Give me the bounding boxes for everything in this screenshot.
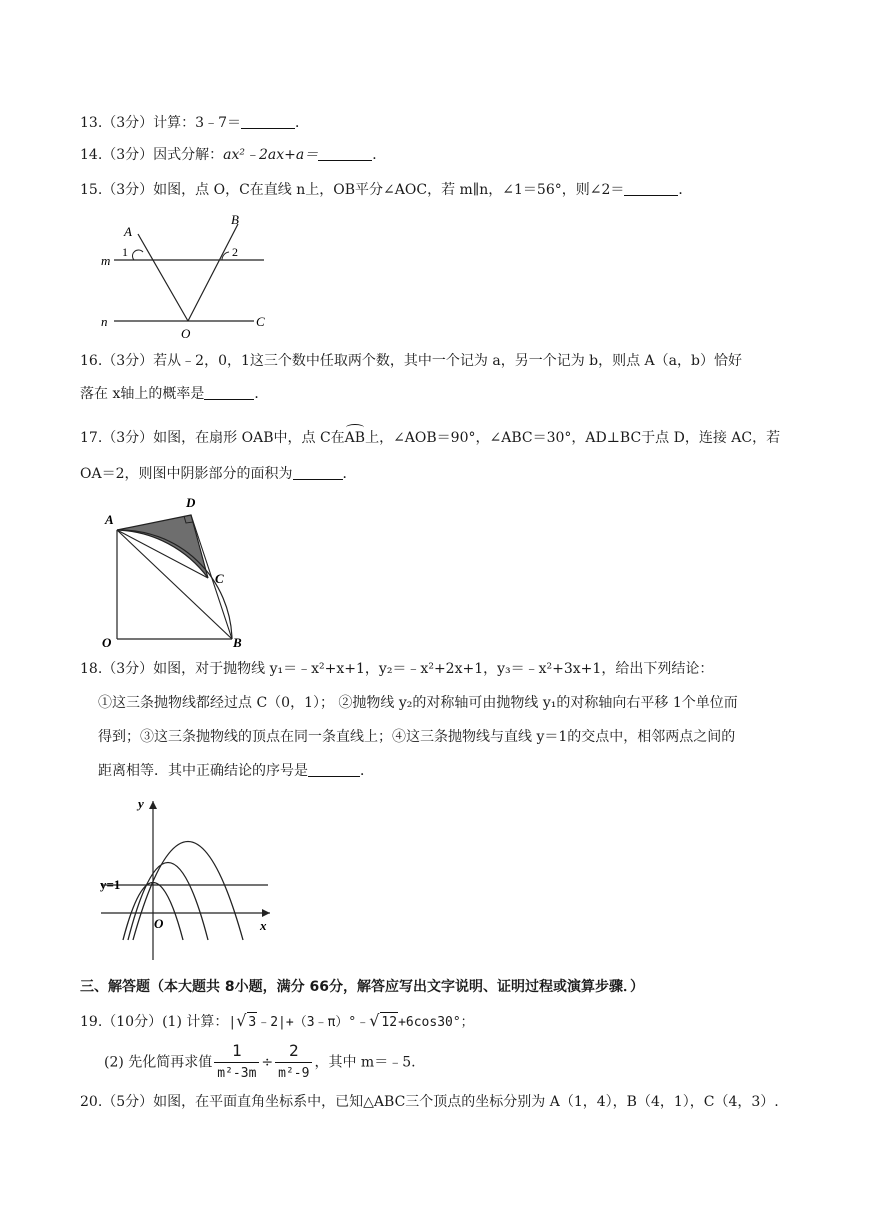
question-18-text-2: ①这三条抛物线都经过点 C（0，1）； ②抛物线 y₂的对称轴可由抛物线 y₁的对称轴向右平移 1个单位而: [98, 695, 738, 711]
question-18-line-2: [98, 693, 738, 713]
parabola-y3: [133, 842, 243, 941]
radicand-12: 12: [380, 1012, 398, 1033]
question-18-line-4: 距离相等．其中正确结论的序号是 ．: [98, 763, 374, 779]
question-20-text: 20.（5分）如图，在平面直角坐标系中，已知△ABC三个顶点的坐标分别为 A（1，4），B（4，1），C（4，3）.: [80, 1094, 779, 1110]
fraction-1-denominator: m²-3m: [217, 1066, 257, 1081]
label-O: O: [102, 635, 112, 650]
radicand-3: 3: [247, 1012, 257, 1033]
question-14: 14.（3分）因式分解：ax²﹣2ax+a＝ ．: [80, 147, 387, 163]
question-16-line-2: 落在 x轴上的概率是 ．: [80, 386, 269, 402]
label-C: C: [215, 571, 224, 586]
figure-17-sector: [100, 492, 260, 650]
question-19-part-2-prefix: (2) 先化简再求值: [104, 1054, 213, 1071]
question-19-part-2: [104, 1040, 416, 1085]
question-18-line-1: [80, 659, 713, 679]
question-19-part-2-suffix: ，其中 m＝﹣5.: [314, 1054, 416, 1071]
fraction-2: [275, 1040, 312, 1085]
fraction-1-numerator: 1: [214, 1040, 259, 1063]
label-B: B: [233, 635, 242, 650]
question-17-line-1: [80, 428, 780, 448]
question-18-text-4: 距离相等．其中正确结论的序号是: [98, 763, 308, 779]
question-13-text: 13.（3分）计算：3﹣7＝: [80, 115, 241, 131]
question-19-middle: ﹣2|+（3﹣π）°﹣: [257, 1015, 370, 1030]
question-14-prefix: 14.（3分）因式分解：: [80, 147, 224, 163]
label-C: C: [256, 314, 265, 329]
answer-blank: [241, 114, 295, 129]
question-18-text-3: 得到；③这三条抛物线的顶点在同一条直线上；④这三条抛物线与直线 y＝1的交点中，相邻两点之间的: [98, 729, 736, 745]
fraction-2-numerator: 2: [275, 1040, 312, 1063]
label-angle-2: 2: [232, 245, 238, 259]
answer-blank: [293, 465, 343, 480]
question-20: [80, 1092, 779, 1112]
fraction-1: [214, 1040, 259, 1085]
fraction-2-denominator: m²-9: [278, 1066, 310, 1081]
answer-blank: [624, 181, 678, 196]
answer-blank: [318, 146, 372, 161]
label-O: O: [181, 326, 191, 340]
question-13: 13.（3分）计算：3﹣7＝ ．: [80, 115, 309, 131]
answer-blank: [308, 762, 360, 777]
label-y-equals-1: y=1: [100, 877, 121, 892]
label-B: B: [231, 212, 239, 227]
question-17-text-2: OA＝2，则图中阴影部分的面积为: [80, 466, 293, 482]
label-A: A: [124, 224, 132, 239]
question-16-text-2: 落在 x轴上的概率是: [80, 386, 205, 402]
y-axis-arrow: [149, 801, 157, 809]
arc-AB: AB: [344, 430, 366, 446]
label-m: m: [101, 253, 111, 268]
ray-OA: [138, 234, 188, 321]
label-O: O: [154, 916, 164, 931]
label-n: n: [101, 314, 108, 329]
ray-OB: [188, 224, 238, 321]
question-15: 15.（3分）如图，点 O，C在直线 n上，OB平分∠AOC，若 m∥n，∠1＝56°，则∠2＝ ．: [80, 182, 693, 198]
question-15-text: 15.（3分）如图，点 O，C在直线 n上，OB平分∠AOC，若 m∥n，∠1＝56°，则∠2＝: [80, 182, 625, 198]
question-16-line-1: [80, 351, 742, 371]
angle-1-arc: [132, 250, 143, 260]
answer-blank: [204, 385, 254, 400]
question-14-expression: ax²﹣2ax+a＝: [223, 147, 319, 163]
question-18-line-3: [98, 727, 735, 747]
x-axis-arrow: [262, 909, 270, 917]
section-3-title: 三、解答题（本大题共 8小题，满分 66分，解答应写出文字说明、证明过程或演算步骤．）: [80, 979, 644, 995]
parabola-y2: [128, 863, 208, 941]
division-sign: ÷: [261, 1054, 274, 1071]
figure-18-parabolas: [98, 795, 283, 965]
label-x: x: [260, 918, 267, 933]
question-17-line-2: OA＝2，则图中阴影部分的面积为 ．: [80, 466, 357, 482]
line-BD: [191, 515, 232, 639]
label-D: D: [186, 495, 196, 510]
label-y: y: [138, 796, 144, 811]
abs-open: |: [228, 1015, 237, 1030]
question-17-post: 上，∠AOB＝90°，∠ABC＝30°，AD⊥BC于点 D，连接 AC，若: [365, 430, 781, 446]
figure-15-parallel-lines: [96, 208, 286, 340]
label-A: A: [105, 512, 114, 527]
question-16-text-1: 16.（3分）若从﹣2，0，1这三个数中任取两个数，其中一个记为 a，另一个记为 b，则点 A（a，b）恰好: [80, 353, 742, 369]
section-3-heading: [80, 977, 644, 997]
question-17-pre: 17.（3分）如图，在扇形 OAB中，点 C在: [80, 430, 345, 446]
question-19-part-1: 19.（10分）(1) 计算：|√ 3﹣2|+（3﹣π）°﹣√ 12+6cos30°；: [80, 1011, 474, 1033]
label-angle-1: 1: [122, 245, 128, 259]
question-19-tail: +6cos30°；: [398, 1015, 474, 1030]
question-18-text-1: 18.（3分）如图，对于抛物线 y₁＝﹣x²+x+1，y₂＝﹣x²+2x+1，y₃＝﹣x²+3x+1，给出下列结论：: [80, 661, 714, 677]
question-19-prefix: 19.（10分）(1) 计算：: [80, 1014, 229, 1030]
